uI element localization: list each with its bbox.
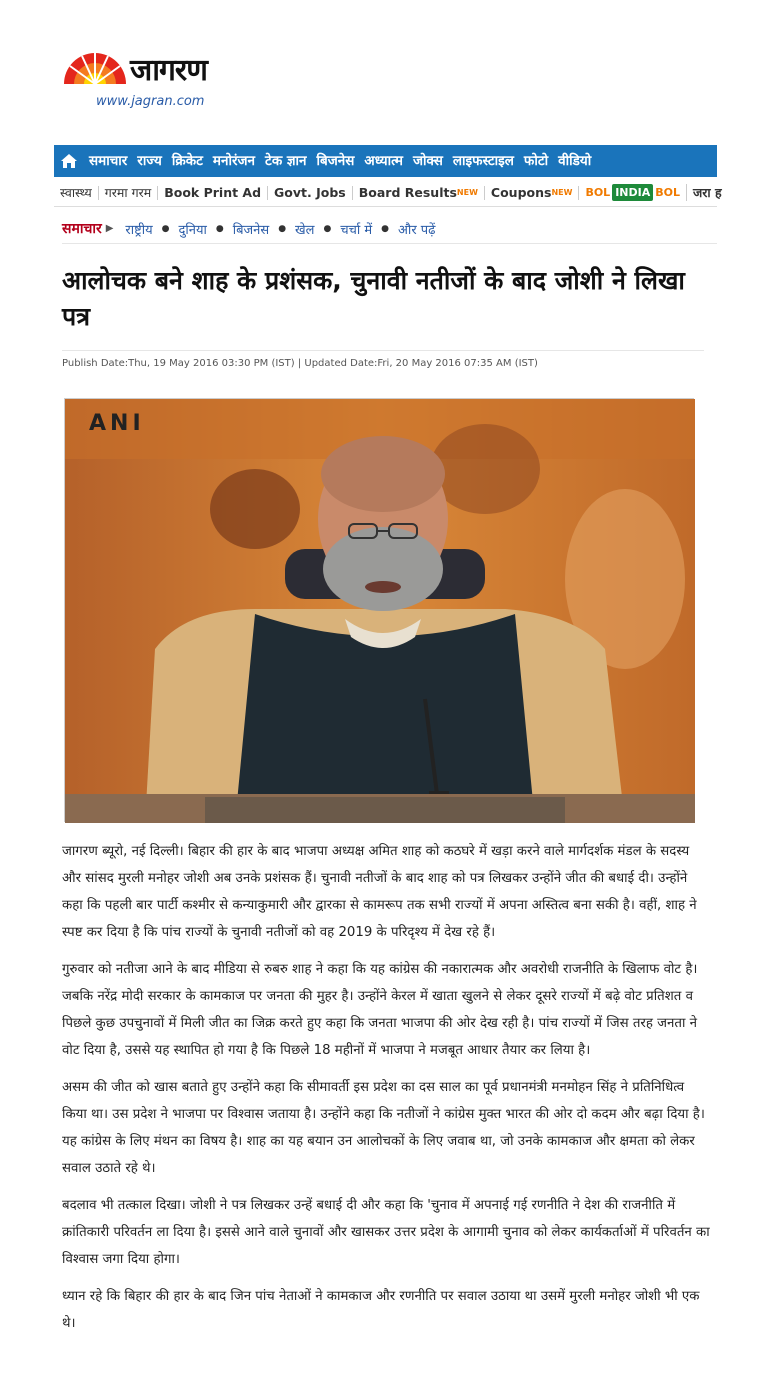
bullet-icon: ● [215, 223, 224, 234]
nav-item-photo[interactable]: फोटो [523, 153, 549, 169]
subnav-item-health[interactable]: स्वास्थ्य [54, 186, 99, 200]
nav-item-tech[interactable]: टेक ज्ञान [265, 153, 307, 169]
sub-nav [54, 179, 722, 207]
article-paragraph: गुरुवार को नतीजा आने के बाद मीडिया से रुबरु शाह ने कहा कि यह कांग्रेस की नकारात्मक और अवरोधी राजनीति के खिलाफ वोट है। जबकि नरेंद्र मोदी सरकार के कामकाज पर जनता की मुहर है। उन्होंने केरल में खाता खुलने से लेकर दूसरे राज्यों में बढ़े वोट प्रतिशत व पिछले कुछ उपचुनावों में मिली जीत का जिक्र करते हुए कहा कि जनता भाजपा की ओर देख रही है। पांच राज्यों में जिस तरह जनता ने वोट दिया है, उससे यह स्थापित हो गया है कि पिछले 18 महीनों में भाजपा ने मजबूत आधार तैयार कर लिया है। [62, 962, 698, 1058]
logo-url[interactable]: www.jagran.com [96, 94, 205, 109]
home-icon[interactable] [54, 145, 84, 177]
nav-item-manoranjan[interactable]: मनोरंजन [212, 153, 256, 169]
article-paragraph: बदलाव भी तत्काल दिखा। जोशी ने पत्र लिखकर उन्हें बधाई दी और कहा कि 'चुनाव में अपनाई गई रणनीति ने देश की राजनीति में क्रांतिकारी परिवर्तन ला दिया है। इससे आने वाले चुनावों और खासकर उत्तर प्रदेश के आगामी चुनाव को लेकर कार्यकर्ताओं में परिवर्तन का विश्वास जगा दिया होगा। [62, 1198, 710, 1267]
nav-item-jokes[interactable]: जोक्स [412, 153, 443, 169]
nav-item-business[interactable]: बिजनेस [316, 153, 355, 169]
breadcrumb-item-business[interactable]: बिजनेस [232, 222, 270, 238]
sun-logo-icon [62, 46, 128, 86]
new-badge: NEW [456, 187, 478, 197]
board-results-label: Board Results [358, 184, 457, 200]
bib-left: BOL [585, 186, 611, 199]
breadcrumb-section[interactable]: समाचार [62, 221, 102, 237]
bib-mid: INDIA [612, 184, 653, 201]
article-image [64, 398, 694, 822]
article-dates: Publish Date:Thu, 19 May 2016 03:30 PM (IST) | Updated Date:Fri, 20 May 2016 07:35 AM (IST) [62, 350, 704, 369]
breadcrumb-item-charcha[interactable]: चर्चा में [340, 222, 373, 238]
article-paragraph: असम की जीत को खास बताते हुए उन्होंने कहा कि सीमावर्ती इस प्रदेश का दस साल का पूर्व प्रधानमंत्री मनमोहन सिंह ने प्रतिनिधित्व किया था। उस प्रदेश ने भाजपा पर विश्वास जताया है। उन्होंने कहा कि नतीजों ने कांग्रेस मुक्त भारत की ओर दो कदम और बढ़ा दिया है। यह कांग्रेस के लिए मंथन का विषय है। शाह का यह बयान उन आलोचकों के लिए जवाब था, जो उनके कामकाज और क्षमता को लेकर सवाल उठाते रहे थे। [62, 1080, 705, 1176]
bullet-icon: ● [161, 223, 170, 234]
nav-item-samachar[interactable]: समाचार [89, 153, 128, 169]
subnav-item-coupons[interactable] [485, 186, 580, 200]
bullet-icon: ● [323, 223, 332, 234]
bol-india-bol-logo[interactable] [579, 184, 687, 201]
bullet-icon: ● [381, 223, 390, 234]
logo-text: जागरण [130, 53, 207, 88]
subnav-item-book-print-ad[interactable]: Book Print Ad [158, 186, 268, 200]
breadcrumb-item-khel[interactable]: खेल [295, 222, 315, 238]
subnav-item-garma-garam[interactable]: गरमा गरम [99, 186, 158, 200]
article-paragraph: जागरण ब्यूरो, नई दिल्ली। बिहार की हार के बाद भाजपा अध्यक्ष अमित शाह को कठघरे में खड़ा करने वाले मार्गदर्शक मंडल के सदस्य और सांसद मुरली मनोहर जोशी अब उनके प्रशंसक हैं। चुनावी नतीजों के बाद शाह को पत्र लिखकर उन्होंने जीत की बधाई दी। उन्होंने कहा कि पहली बार पार्टी कश्मीर से कन्याकुमारी और द्वारका से कामरूप तक सभी राज्यों में अपना अस्तित्व बना सकी है। वहीं, शाह ने स्पष्ट कर दिया है कि पांच राज्यों के चुनावी नतीजों को वह 2019 के परिदृश्य में देख रहे हैं। [62, 844, 697, 940]
breadcrumb-item-rashtriya[interactable]: राष्ट्रीय [125, 222, 153, 238]
subnav-item-truncated[interactable]: जरा ह [692, 184, 722, 200]
bullet-icon: ● [278, 223, 287, 234]
nav-item-cricket[interactable]: क्रिकेट [171, 153, 203, 169]
subnav-item-board-results[interactable] [353, 186, 485, 200]
caret-right-icon: ▶ [105, 223, 114, 234]
coupons-label: Coupons [490, 184, 552, 200]
press-conference-illustration [65, 399, 695, 823]
nav-item-adhyatm[interactable]: अध्यात्म [364, 153, 403, 169]
subnav-item-govt-jobs[interactable]: Govt. Jobs [268, 186, 353, 200]
new-badge: NEW [551, 187, 573, 197]
article-paragraph: ध्यान रहे कि बिहार की हार के बाद जिन पांच नेताओं ने कामकाज और रणनीति पर सवाल उठाया था उसमें मुरली मनोहर जोशी भी एक थे। [62, 1289, 700, 1331]
bib-right: BOL [655, 186, 680, 199]
nav-item-rajya[interactable]: राज्य [137, 153, 162, 169]
article-body [62, 838, 710, 1347]
breadcrumb [62, 214, 717, 244]
article-title: आलोचक बने शाह के प्रशंसक, चुनावी नतीजों के बाद जोशी ने लिखा पत्र [62, 266, 685, 331]
main-nav [54, 145, 717, 177]
site-logo[interactable] [62, 46, 262, 116]
nav-item-video[interactable]: वीडियो [558, 153, 592, 169]
breadcrumb-item-duniya[interactable]: दुनिया [178, 222, 207, 238]
ani-watermark: ANI [89, 411, 145, 436]
breadcrumb-item-more[interactable]: और पढ़ें [398, 222, 436, 238]
nav-item-lifestyle[interactable]: लाइफस्टाइल [452, 153, 514, 169]
